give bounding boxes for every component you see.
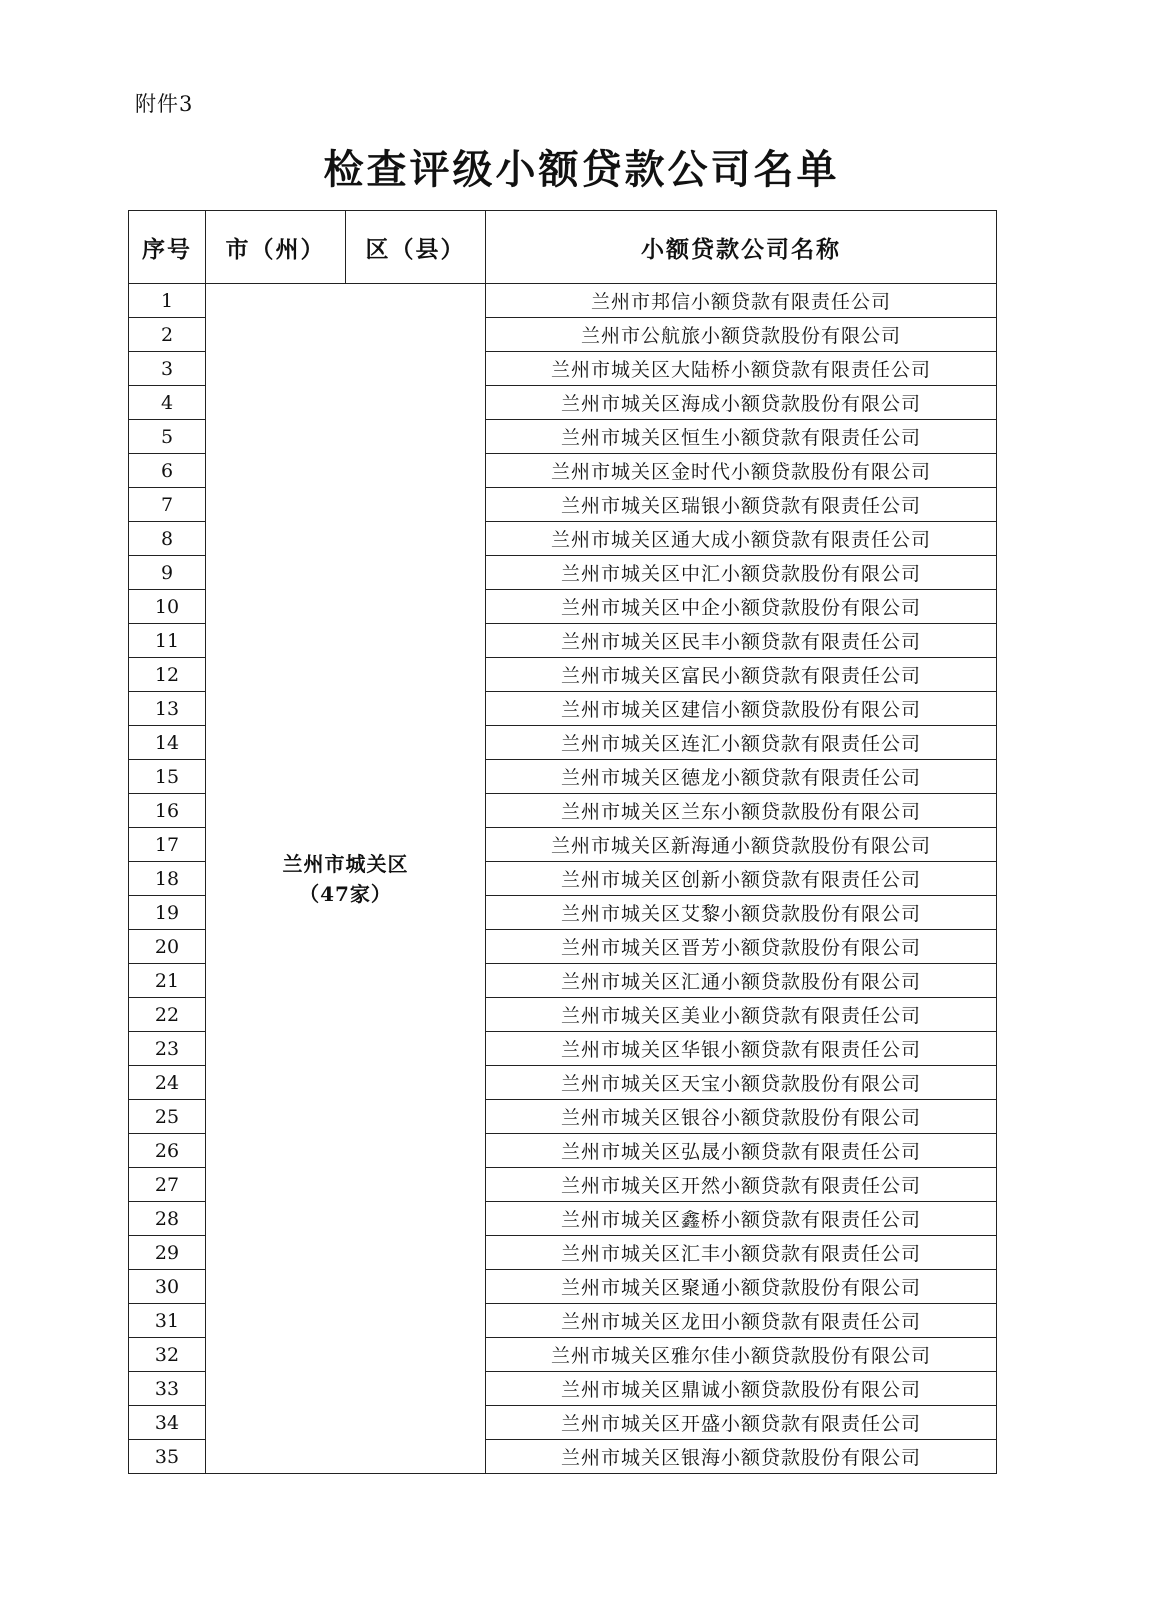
- row-company-name: 兰州市城关区开盛小额贷款有限责任公司: [486, 1406, 997, 1440]
- row-company-name: 兰州市城关区富民小额贷款有限责任公司: [486, 658, 997, 692]
- city-group-count: （47家）: [299, 881, 392, 906]
- row-seq: 8: [129, 522, 206, 556]
- row-seq: 20: [129, 930, 206, 964]
- row-seq: 16: [129, 794, 206, 828]
- row-seq: 33: [129, 1372, 206, 1406]
- row-seq: 25: [129, 1100, 206, 1134]
- row-seq: 3: [129, 352, 206, 386]
- table-header-row: [129, 211, 997, 284]
- row-company-name: 兰州市邦信小额贷款有限责任公司: [486, 284, 997, 318]
- row-seq: 28: [129, 1202, 206, 1236]
- row-seq: 1: [129, 284, 206, 318]
- row-company-name: 兰州市城关区艾黎小额贷款股份有限公司: [486, 896, 997, 930]
- row-seq: 23: [129, 1032, 206, 1066]
- row-company-name: 兰州市公航旅小额贷款股份有限公司: [486, 318, 997, 352]
- header-city: 市（州）: [206, 211, 346, 284]
- row-company-name: 兰州市城关区天宝小额贷款股份有限公司: [486, 1066, 997, 1100]
- row-company-name: 兰州市城关区中企小额贷款股份有限公司: [486, 590, 997, 624]
- row-seq: 21: [129, 964, 206, 998]
- row-seq: 17: [129, 828, 206, 862]
- row-company-name: 兰州市城关区德龙小额贷款有限责任公司: [486, 760, 997, 794]
- row-seq: 31: [129, 1304, 206, 1338]
- city-group-name: 兰州市城关区: [282, 851, 409, 876]
- row-seq: 35: [129, 1440, 206, 1474]
- row-seq: 6: [129, 454, 206, 488]
- table-body: [129, 284, 997, 1474]
- row-seq: 24: [129, 1066, 206, 1100]
- company-list-table: [128, 210, 997, 1474]
- row-seq: 32: [129, 1338, 206, 1372]
- row-company-name: 兰州市城关区通大成小额贷款有限责任公司: [486, 522, 997, 556]
- row-seq: 29: [129, 1236, 206, 1270]
- row-company-name: 兰州市城关区瑞银小额贷款有限责任公司: [486, 488, 997, 522]
- row-company-name: 兰州市城关区弘晟小额贷款有限责任公司: [486, 1134, 997, 1168]
- row-company-name: 兰州市城关区银海小额贷款股份有限公司: [486, 1440, 997, 1474]
- row-seq: 9: [129, 556, 206, 590]
- row-company-name: 兰州市城关区恒生小额贷款有限责任公司: [486, 420, 997, 454]
- row-seq: 18: [129, 862, 206, 896]
- row-company-name: 兰州市城关区新海通小额贷款股份有限公司: [486, 828, 997, 862]
- row-company-name: 兰州市城关区晋芳小额贷款股份有限公司: [486, 930, 997, 964]
- header-seq: 序号: [129, 211, 206, 284]
- row-seq: 12: [129, 658, 206, 692]
- row-seq: 27: [129, 1168, 206, 1202]
- row-seq: 34: [129, 1406, 206, 1440]
- row-company-name: 兰州市城关区兰东小额贷款股份有限公司: [486, 794, 997, 828]
- row-company-name: 兰州市城关区鑫桥小额贷款有限责任公司: [486, 1202, 997, 1236]
- row-company-name: 兰州市城关区鼎诚小额贷款股份有限公司: [486, 1372, 997, 1406]
- row-company-name: 兰州市城关区雅尔佳小额贷款股份有限公司: [486, 1338, 997, 1372]
- row-seq: 5: [129, 420, 206, 454]
- row-company-name: 兰州市城关区华银小额贷款有限责任公司: [486, 1032, 997, 1066]
- row-seq: 19: [129, 896, 206, 930]
- row-company-name: 兰州市城关区汇通小额贷款股份有限公司: [486, 964, 997, 998]
- row-company-name: 兰州市城关区大陆桥小额贷款有限责任公司: [486, 352, 997, 386]
- row-company-name: 兰州市城关区创新小额贷款有限责任公司: [486, 862, 997, 896]
- row-company-name: 兰州市城关区汇丰小额贷款有限责任公司: [486, 1236, 997, 1270]
- header-district: 区（县）: [346, 211, 486, 284]
- row-company-name: 兰州市城关区连汇小额贷款有限责任公司: [486, 726, 997, 760]
- row-company-name: 兰州市城关区民丰小额贷款有限责任公司: [486, 624, 997, 658]
- row-company-name: 兰州市城关区美业小额贷款有限责任公司: [486, 998, 997, 1032]
- row-seq: 7: [129, 488, 206, 522]
- row-company-name: 兰州市城关区银谷小额贷款股份有限公司: [486, 1100, 997, 1134]
- row-seq: 15: [129, 760, 206, 794]
- row-company-name: 兰州市城关区龙田小额贷款有限责任公司: [486, 1304, 997, 1338]
- row-seq: 11: [129, 624, 206, 658]
- table-row: [129, 284, 997, 318]
- row-company-name: 兰州市城关区聚通小额贷款股份有限公司: [486, 1270, 997, 1304]
- city-district-group-cell: [206, 284, 486, 1474]
- row-company-name: 兰州市城关区海成小额贷款股份有限公司: [486, 386, 997, 420]
- row-company-name: 兰州市城关区中汇小额贷款股份有限公司: [486, 556, 997, 590]
- row-seq: 26: [129, 1134, 206, 1168]
- row-seq: 14: [129, 726, 206, 760]
- row-seq: 10: [129, 590, 206, 624]
- row-seq: 2: [129, 318, 206, 352]
- attachment-label: 附件3: [135, 92, 194, 116]
- row-company-name: 兰州市城关区金时代小额贷款股份有限公司: [486, 454, 997, 488]
- page-title: 检查评级小额贷款公司名单: [323, 146, 840, 193]
- row-seq: 30: [129, 1270, 206, 1304]
- row-company-name: 兰州市城关区建信小额贷款股份有限公司: [486, 692, 997, 726]
- row-seq: 4: [129, 386, 206, 420]
- header-company: 小额贷款公司名称: [486, 211, 997, 284]
- row-seq: 22: [129, 998, 206, 1032]
- row-company-name: 兰州市城关区开然小额贷款有限责任公司: [486, 1168, 997, 1202]
- row-seq: 13: [129, 692, 206, 726]
